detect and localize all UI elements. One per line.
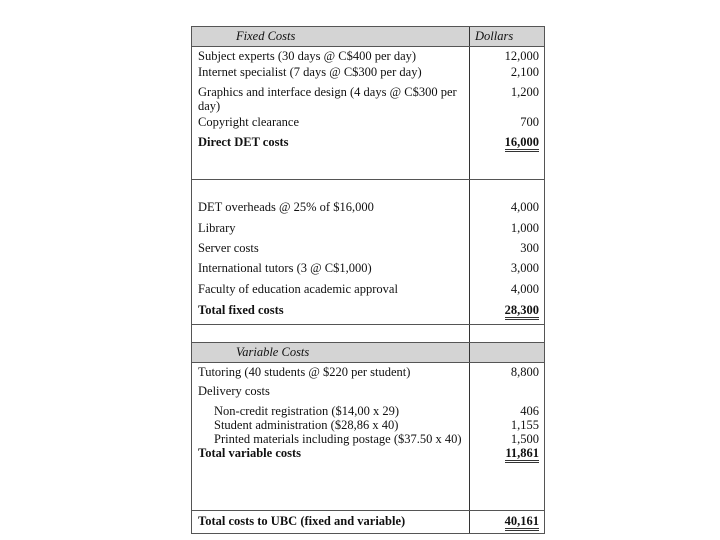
empty-cell <box>470 343 544 362</box>
overhead-item-value: 1,000 <box>510 221 539 235</box>
variable-section <box>192 363 544 511</box>
overhead-item-value: 300 <box>520 241 539 255</box>
fixed-total-value: 28,300 <box>505 304 539 320</box>
direct-costs-labels <box>192 47 470 179</box>
overhead-values <box>470 180 544 324</box>
variable-labels <box>192 363 470 510</box>
direct-costs-values <box>470 47 544 179</box>
overhead-section <box>192 180 544 325</box>
direct-item-value: 2,100 <box>510 65 539 79</box>
dollars-header: Dollars <box>475 29 514 43</box>
delivery-item-label: Non-credit registration ($14,00 x 29) <box>214 404 400 418</box>
direct-total-value: 16,000 <box>505 136 539 152</box>
direct-item-value: 1,200 <box>510 85 539 99</box>
delivery-item-label: Printed materials including postage ($37.50 x 40) <box>214 432 462 446</box>
tutoring-label: Tutoring (40 students @ $220 per student) <box>198 365 411 379</box>
empty-cell <box>470 325 544 342</box>
overhead-item-label: Server costs <box>198 241 259 255</box>
delivery-item-label: Student administration ($28,86 x 40) <box>214 418 399 432</box>
empty-cell <box>192 325 470 342</box>
fixed-costs-header-row <box>192 27 544 47</box>
overhead-item-label: DET overheads @ 25% of $16,000 <box>198 200 374 214</box>
overhead-item-value: 4,000 <box>510 200 539 214</box>
grand-total-label: Total costs to UBC (fixed and variable) <box>192 511 470 533</box>
variable-total-value: 11,861 <box>505 447 539 463</box>
cost-table <box>191 26 545 534</box>
overhead-labels <box>192 180 470 324</box>
overhead-item-value: 3,000 <box>510 261 539 275</box>
direct-total-label: Direct DET costs <box>198 135 289 149</box>
variable-values <box>470 363 544 510</box>
delivery-item-value: 1,155 <box>510 418 539 432</box>
grand-total-value: 40,161 <box>505 515 539 531</box>
direct-item-label: Internet specialist (7 days @ C$300 per day) <box>198 65 422 79</box>
variable-costs-header: Variable Costs <box>192 343 470 362</box>
direct-item-label: Subject experts (30 days @ C$400 per day) <box>198 49 417 63</box>
grand-total-row <box>192 511 544 533</box>
delivery-item-value: 1,500 <box>510 432 539 446</box>
overhead-item-label: International tutors (3 @ C$1,000) <box>198 261 372 275</box>
direct-item-label: Graphics and interface design (4 days @ C$300 per day) <box>198 85 457 113</box>
overhead-item-value: 4,000 <box>510 282 539 296</box>
empty-row <box>192 325 544 343</box>
overhead-item-label: Faculty of education academic approval <box>198 282 398 296</box>
direct-item-value: 12,000 <box>504 49 539 63</box>
fixed-total-label: Total fixed costs <box>198 303 284 317</box>
direct-item-value: 700 <box>520 115 539 129</box>
delivery-item-value: 406 <box>520 404 539 418</box>
variable-costs-header-row <box>192 343 544 363</box>
fixed-costs-header: Fixed Costs <box>192 27 470 46</box>
tutoring-value: 8,800 <box>510 365 539 379</box>
overhead-item-label: Library <box>198 221 236 235</box>
direct-item-label: Copyright clearance <box>198 115 299 129</box>
direct-costs-section <box>192 47 544 180</box>
delivery-label: Delivery costs <box>198 384 270 398</box>
variable-total-label: Total variable costs <box>198 446 302 460</box>
